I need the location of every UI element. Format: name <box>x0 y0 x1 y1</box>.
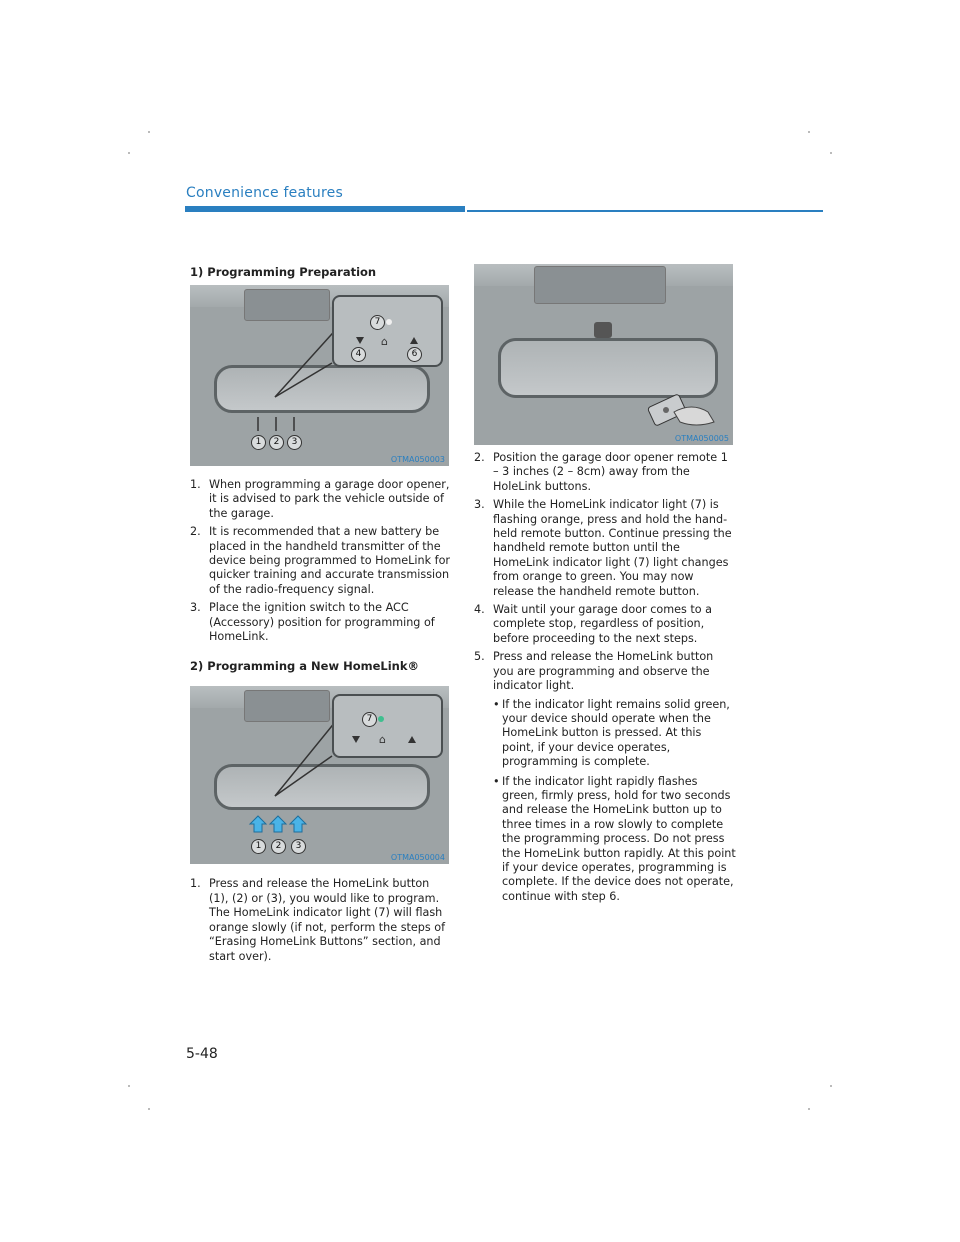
subheading-programming-new-homelink: 2) Programming a New HomeLink® <box>190 659 419 674</box>
page-number: 5-48 <box>186 1046 218 1062</box>
home-icon: ⌂ <box>379 733 386 747</box>
list-item: 1. Press and release the HomeLink button (1), (2) or (3), you would like to program. The HomeLink indicator light (7) will flash orange slowly (if not, perform the steps of “Erasing HomeLink Buttons” section, and start over). <box>190 877 446 963</box>
subheading-programming-preparation: 1) Programming Preparation <box>190 265 377 279</box>
label-6: 6 <box>407 347 422 362</box>
list-item: 3. Place the ignition switch to the ACC (Accessory) position for programming of HomeLink. <box>190 601 435 644</box>
up-arrow-icon <box>408 736 416 743</box>
figure-code: OTMA050003 <box>390 455 445 464</box>
left-column <box>190 264 450 968</box>
new-homelink-steps <box>190 877 450 963</box>
button-callout <box>332 694 443 758</box>
list-item: • If the indicator light rapidly flashes green, firmly press, hold for two seconds and release the HomeLink button up to three times in a row slowly to complete the programming process. Do not press the HomeLink button rapidly. At this point if your device operates, programming is complete. If the device does not operate, continue with step 6. <box>493 774 736 903</box>
button-callout <box>332 295 443 367</box>
figure-mirror-buttons <box>190 285 449 466</box>
figure-code: OTMA050004 <box>390 853 445 863</box>
figure-mirror-press <box>190 686 449 864</box>
up-arrow-icon <box>410 337 418 344</box>
preparation-steps <box>190 478 450 644</box>
figure-remote-position <box>474 264 733 445</box>
indicator-outcomes <box>493 698 736 905</box>
list-item: 2. It is recommended that a new battery be placed in the handheld transmitter of the device being programmed to HomeLink for quicker training and accurate transmission of the radio-frequency signal. <box>190 525 451 596</box>
header-rule-thin <box>467 210 823 212</box>
label-4: 4 <box>351 347 366 362</box>
right-column <box>474 264 736 909</box>
header-rule-thick <box>185 206 465 212</box>
figure-code: OTMA050005 <box>674 434 729 443</box>
list-item: 1. When programming a garage door opener, it is advised to park the vehicle outside of the garage. <box>190 478 450 520</box>
label-7: 7 <box>362 712 377 727</box>
list-item: 4. Wait until your garage door comes to a complete stop, regardless of position, before proceeding to the next steps. <box>474 603 713 645</box>
label-3: 3 <box>287 435 302 450</box>
list-item: • If the indicator light remains solid green, your device should operate when the HomeLink button is pressed. At this point, if your device operates, programming is complete. <box>493 697 730 769</box>
section-title: Convenience features <box>186 185 343 201</box>
label-1: 1 <box>251 435 266 450</box>
list-item: 5. Press and release the HomeLink button you are programming and observe the indicator light. • If the indicator light remains solid green, your device should operate when the HomeLink button is pressed. At this point, if your device operates, programming is complete. • If the indicator light rapidly flashes green, firmly press, hold for two seconds and release the HomeLink button up to three times in a row slowly to complete the programming process. Do not press the HomeLink button rapidly. At this point if your device operates, programming is complete. If the device does not operate, continue with step 6. <box>474 650 736 903</box>
home-icon: ⌂ <box>381 335 388 348</box>
list-item: 2. Position the garage door opener remote 1 – 3 inches (2 – 8cm) away from the HoleLink buttons. <box>474 451 728 493</box>
label-2: 2 <box>269 435 284 450</box>
label-2: 2 <box>271 839 286 854</box>
programming-steps <box>474 451 736 904</box>
indicator-light <box>378 716 384 722</box>
handheld-remote-icon <box>644 392 724 438</box>
down-arrow-icon <box>352 736 360 743</box>
label-7: 7 <box>370 315 385 330</box>
label-1: 1 <box>251 839 266 854</box>
rearview-mirror <box>498 338 718 398</box>
down-arrow-icon <box>356 337 364 344</box>
label-3: 3 <box>291 839 306 854</box>
list-item: 3. While the HomeLink indicator light (7) is flashing orange, press and hold the hand-held remote button. Continue pressing the handheld remote button until the HomeLink indicator light (7) light changes from orange to green. You may now release the handheld remote button. <box>474 498 732 598</box>
